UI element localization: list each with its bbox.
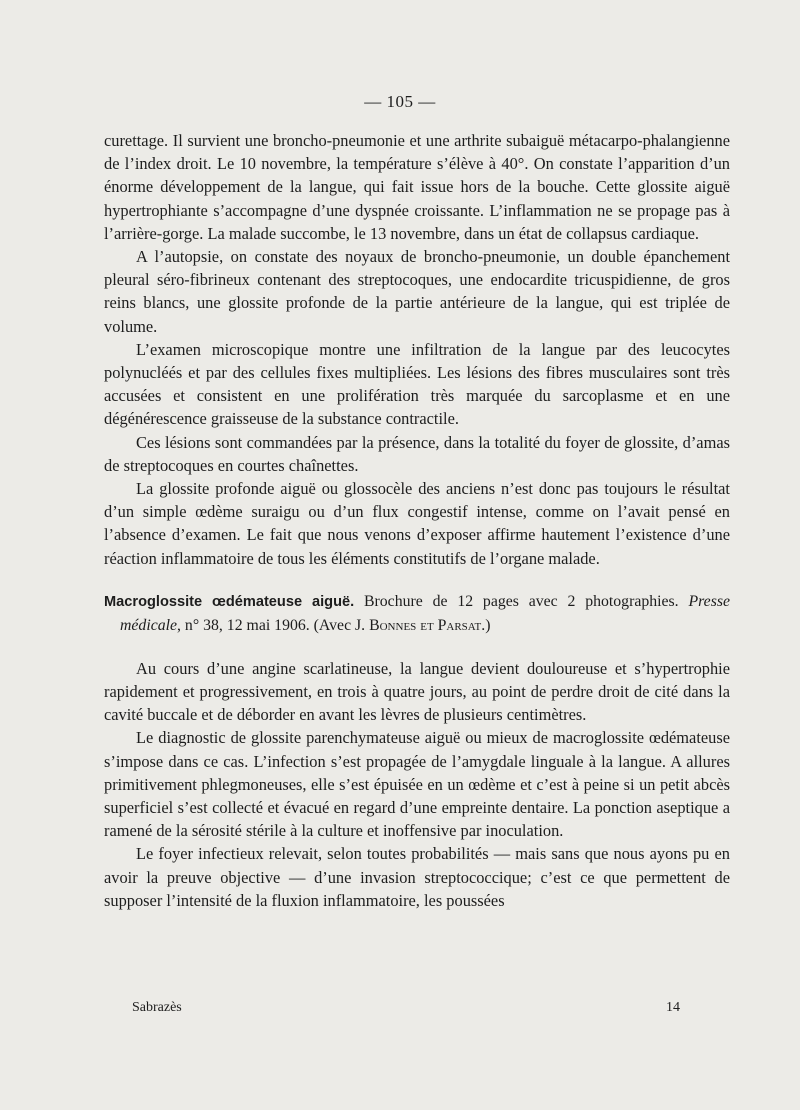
publication-citation — [104, 590, 730, 637]
paragraph-case-description: Au cours d’une angine scarlatineuse, la langue devient douloureuse et s’hypertrophie rapidement et progressivement, en trois à quatre jours, au point de perdre droit de cité dans la cavité buccale et de déborder en avant les lèvres de plusieurs centimètres. — [104, 658, 730, 725]
citation-closing: ) — [485, 616, 491, 634]
footer-signature-mark: 14 — [666, 1000, 680, 1015]
paragraph-microscopy: L’examen microscopique montre une infiltration de la langue par des leucocytes polynucléés et par des cellules fixes multipliées. Les lésions des fibres musculaires sont très accusées et consistent en une prolifération très marquée du sarcoplasme et en une dégénérescence graisseuse de la substance contractile. — [104, 339, 730, 429]
page-body — [104, 129, 730, 912]
paragraph-autopsy: A l’autopsie, on constate des noyaux de broncho-pneumonie, un double épanchement pleural séro-fibrineux contenant des streptocoques, une endocardite tricuspidienne, de gros reins blancs, une glossite profonde de la partie antérieure de la langue, qui est triplée de volume. — [104, 247, 730, 336]
paragraph-diagnosis: Le diagnostic de glossite parenchymateuse aiguë ou mieux de macroglossite œdémateuse s’impose dans ce cas. L’infection s’est propagée de l’amygdale linguale à la langue. A allures primitivement phlegmoneuses, elle s’est épuisée en un œdème et c’est à peine si un petit abcès superficiel s’est collecté et évacué en regard d’une empreinte dentaire. La ponction aseptique a ramené de la sérosité stérile à la culture et inoffensive par inoculation. — [104, 728, 730, 841]
citation-title: Macroglossite œdémateuse aiguë. — [104, 593, 355, 610]
citation-authors: Bonnes et Parsat. — [369, 616, 486, 634]
paragraph-infection-source: Le foyer infectieux relevait, selon toutes probabilités — mais sans que nous ayons pu en avoir la preuve objective — d’une invasion streptococcique; c’est ce que permettent de supposer l’intensité de la fluxion inflammatoire, les poussées — [104, 844, 730, 910]
citation-details: , n° 38, 12 mai 1906. (Avec J. — [177, 616, 370, 634]
paragraph-conclusion: La glossite profonde aiguë ou glossocèle des anciens n’est donc pas toujours le résultat d’un simple œdème suraigu ou d’un flux congestif intense, comme on l’avait pensé en l’absence d’examen. Le fait que nous venons d’exposer affirme hautement l’existence d’une réaction inflammatoire de tous les éléments constitutifs de l’organe malade. — [104, 479, 730, 568]
footer-author: Sabrazès — [132, 1000, 182, 1015]
page-number: — 105 — — [364, 92, 436, 111]
citation-description: Brochure de 12 pages avec 2 photographies. — [354, 592, 689, 610]
paragraph-continuation: curettage. Il survient une broncho-pneumonie et une arthrite subaiguë métacarpo-phalangienne de l’index droit. Le 10 novembre, la température s’élève à 40°. On constate l’apparition d’un énorme développement de la langue, qui fait issue hors de la bouche. Cette glossite aiguë hypertrophiante s’accompagne d’une dyspnée croissante. L’inflammation ne se propage pas à l’arrière-gorge. La malade succombe, le 13 novembre, dans un état de collapsus cardiaque. — [104, 131, 730, 243]
paragraph-lesions: Ces lésions sont commandées par la présence, dans la totalité du foyer de glossite, d’amas de streptocoques en courtes chaînettes. — [104, 432, 730, 475]
citation-journal: Presse médicale — [120, 592, 730, 634]
